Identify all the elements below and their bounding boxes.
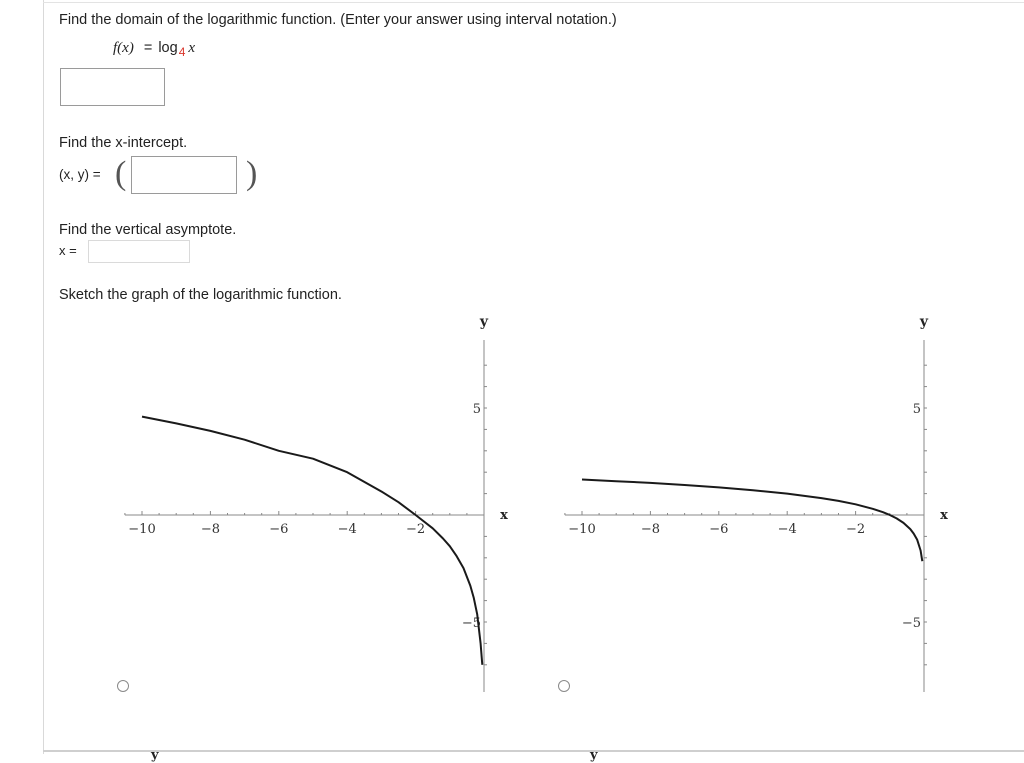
next-graph-y-label-right: y	[590, 748, 598, 763]
y-tick-label: 5	[472, 402, 481, 417]
function-curve	[582, 480, 922, 562]
x-axis-label: x	[500, 508, 508, 523]
graph-option-1	[110, 308, 530, 698]
function-definition	[113, 40, 195, 57]
y-tick-label: −5	[461, 616, 481, 631]
next-graph-y-label-left: y	[151, 748, 159, 763]
x-axis-label: x	[940, 508, 948, 523]
x-tick-label: −2	[846, 522, 866, 537]
graph-option-2-radio[interactable]	[558, 680, 570, 692]
function-curve	[142, 417, 482, 665]
close-paren: )	[246, 155, 258, 192]
y-axis-label: y	[919, 314, 929, 330]
log-base: 4	[178, 45, 186, 59]
y-axis-label: y	[479, 314, 489, 330]
top-border	[43, 2, 1024, 3]
domain-input[interactable]	[60, 68, 165, 106]
asymptote-lhs-label: x =	[59, 243, 77, 258]
x-tick-label: −4	[337, 522, 357, 537]
function-name: f(x)	[113, 40, 134, 56]
x-tick-label: −4	[777, 522, 797, 537]
x-intercept-question-text: Find the x-intercept.	[59, 135, 188, 151]
graph-option-1-radio[interactable]	[117, 680, 129, 692]
x-tick-label: −6	[269, 522, 289, 537]
graph-option-2	[550, 308, 970, 698]
x-tick-label: −8	[640, 522, 660, 537]
asymptote-question-text: Find the vertical asymptote.	[59, 222, 237, 238]
y-tick-label: −5	[901, 616, 921, 631]
y-tick-label: 5	[912, 402, 921, 417]
bottom-border	[43, 748, 1024, 763]
ordered-pair-label: (x, y) =	[59, 167, 101, 182]
function-variable: x	[188, 40, 196, 56]
equals-sign: =	[143, 40, 153, 56]
asymptote-input[interactable]	[88, 240, 190, 263]
x-tick-label: −10	[568, 522, 596, 537]
left-border	[43, 0, 44, 754]
x-tick-label: −10	[128, 522, 156, 537]
log-text: log	[158, 40, 178, 56]
x-intercept-input[interactable]	[131, 156, 237, 194]
x-tick-label: −8	[200, 522, 220, 537]
x-tick-label: −2	[406, 522, 426, 537]
sketch-question-text: Sketch the graph of the logarithmic function.	[59, 287, 342, 303]
domain-question-text: Find the domain of the logarithmic function. (Enter your answer using interval notation.)	[59, 12, 617, 28]
x-tick-label: −6	[709, 522, 729, 537]
open-paren: (	[115, 155, 127, 192]
